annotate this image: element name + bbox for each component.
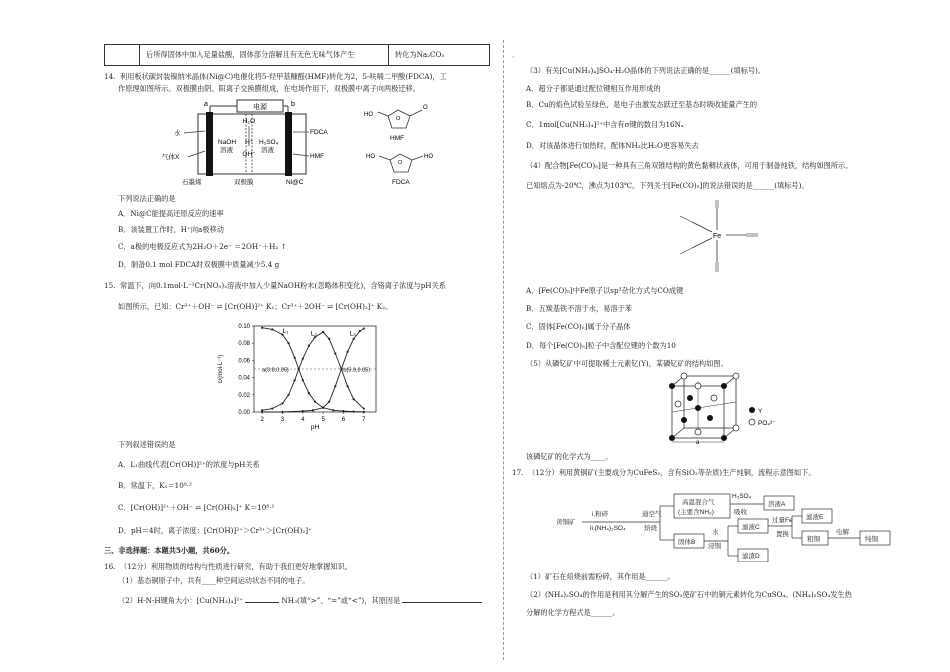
data-point: [302, 358, 304, 360]
data-point: [281, 411, 283, 413]
svg-text:ii.(NH₄)₂SO₄: ii.(NH₄)₂SO₄: [590, 525, 626, 532]
svg-text:i.粉碎: i.粉碎: [592, 511, 609, 518]
q14-option-c: C．a极的电极反应式为2H₂O＋2e⁻ ＝2OH⁻＋H₂ ↑: [118, 242, 287, 251]
svg-text:H₂SO₄: H₂SO₄: [732, 493, 752, 500]
yttrium-legend-marker: [749, 407, 755, 413]
phosphate-legend-marker: [749, 419, 755, 425]
q16-part-4: （4）配合物[Fe(CO)₅]是一种具有三角双锥结构的黄色黏稠状液体，可用于制备纯铁，结构如图所示。: [526, 161, 853, 170]
data-point: [287, 342, 289, 344]
y-tick-label: 0.00: [238, 410, 250, 416]
yttrium-phosphate-cell: [660, 372, 800, 446]
series-name-label: L₂: [310, 330, 318, 338]
svg-text:浸铜: 浸铜: [708, 543, 721, 550]
x-tick-label: 2: [260, 417, 264, 423]
fe-co5-structure: [670, 196, 770, 276]
svg-text:NaOH: NaOH: [218, 139, 237, 146]
y-tick-label: 0.06: [238, 358, 250, 365]
series-name-label: L₁: [282, 327, 289, 335]
svg-text:b: b: [291, 101, 295, 108]
data-point: [353, 398, 355, 400]
column-divider: [503, 40, 504, 660]
data-point: [298, 368, 300, 370]
svg-text:a: a: [696, 440, 700, 446]
q16-part-4-c: C．固体[Fe(CO)₅]属于分子晶体: [526, 322, 631, 331]
data-point: [334, 385, 336, 387]
data-point: [346, 385, 348, 387]
q16-part-3: （3）有关[Cu(NH₃)₄]SO₄·H₂O晶体的下列说法正确的是______(填标号)。: [526, 66, 765, 75]
svg-text:双极膜: 双极膜: [234, 179, 254, 186]
data-point: [363, 407, 365, 409]
data-point: [332, 409, 334, 411]
q17-stem: 17. （12分）利用黄铜矿(主要成分为CuFeS₂，含有SiO₂等杂质)生产纯铜，流程示意图如下。: [512, 468, 816, 477]
svg-text:溶液: 溶液: [220, 147, 233, 154]
svg-text:H⁺: H⁺: [244, 139, 254, 146]
x-tick-label: 3: [280, 417, 285, 423]
svg-text:H₂O: H₂O: [242, 118, 256, 125]
data-point: [334, 352, 336, 354]
point-annotation: b(5.9,0.05): [343, 367, 371, 374]
svg-text:电解: 电解: [836, 529, 849, 536]
q16-part-1: （1）基态铜原子中，共有____种空间运动状态不同的电子。: [118, 576, 310, 585]
q17-part-1: （1）矿石在焙烧前需粉碎，其作用是______。: [526, 572, 675, 581]
q15-prompt: 下列叙述错误的是: [118, 440, 176, 449]
answer-blank[interactable]: [245, 596, 279, 603]
data-point: [342, 410, 344, 412]
data-point: [346, 351, 348, 353]
svg-text:FDCA: FDCA: [310, 129, 328, 136]
y-tick-label: 0.04: [238, 375, 250, 382]
svg-text:O: O: [396, 116, 401, 122]
q16-part-4-b: 已知熔点为-20℃，沸点为103℃。下列关于[Fe(CO)₅]的说法错误的是______(填标号)。: [526, 181, 809, 190]
svg-text:Y: Y: [758, 408, 763, 415]
y-tick-label: 0.10: [238, 324, 250, 330]
table-row: [105, 45, 490, 66]
fdca-structure: [366, 154, 433, 186]
q16-part-3-d: D．对该晶体进行加热时，配体NH₃比H₂O更容易失去: [526, 141, 699, 150]
y-axis-label: c/(mol·L⁻¹): [218, 354, 224, 384]
ph-concentration-chart: [214, 318, 384, 436]
q16-part-4-b-opt: B．五羰基铁不溶于水，易溶于苯: [526, 304, 632, 313]
x-tick-label: 6: [341, 417, 346, 423]
section-heading: 三、非选择题：本题共5小题，共60分。: [104, 546, 235, 555]
result-table: [104, 44, 490, 66]
svg-text:(主要含NH₃): (主要含NH₃): [678, 509, 714, 516]
q14-option-a: A．Ni@C能提高还原反应的速率: [118, 209, 224, 218]
svg-text:过量Fe: 过量Fe: [772, 517, 793, 524]
svg-text:石墨烯: 石墨烯: [182, 179, 202, 186]
svg-text:HMF: HMF: [310, 153, 325, 160]
data-point: [302, 379, 304, 381]
q16-part-3-c: C．1mol[Cu(NH₃)₄]²⁺中含有σ键的数目为16Nₐ: [526, 120, 684, 129]
svg-text:O: O: [423, 105, 428, 111]
q14-stem: 14. 利用板状碳封装镍纳米晶体(Ni@C)电催化将5-羟甲基糠醛(HMF)转化为2，5-呋喃二甲酸(FDCA)，工: [104, 72, 447, 81]
data-point: [363, 327, 365, 329]
svg-text:黄铜矿: 黄铜矿: [556, 519, 576, 526]
svg-text:高温混合气: 高温混合气: [682, 499, 715, 506]
data-point: [312, 409, 314, 411]
data-point: [271, 407, 273, 409]
svg-text:a: a: [204, 101, 208, 108]
q16-part-4-d: D．每个[Fe(CO)₅]粒子中含配位键的个数为10: [526, 341, 676, 350]
data-point: [294, 379, 296, 381]
data-point: [353, 410, 355, 412]
svg-text:PO₄³⁻: PO₄³⁻: [758, 420, 776, 427]
stray-mark: 。: [512, 50, 520, 59]
y-tick-label: 0.02: [238, 392, 250, 399]
svg-text:焙烧: 焙烧: [644, 525, 657, 532]
x-tick-label: 7: [362, 417, 366, 423]
q17-part-2: （2）(NH₄)₂SO₄的作用是利用其分解产生的SO₃使矿石中的铜元素转化为CuSO₄。(NH₄)₂SO₄发生热: [526, 590, 852, 599]
x-tick-label: 4: [301, 417, 305, 423]
q15-option-c: C．[Cr(OH)]²⁺＋OH⁻ ⇌ [Cr(OH)₂]⁺ K＝10⁸·¹: [118, 503, 275, 512]
q15-option-b: B．常温下，K₁＝10⁹·²: [118, 481, 192, 490]
q14-option-d: D．制备0.1 mol FDCA时双极膜中质量减少5.4 g: [118, 260, 280, 269]
q17-part-2-b: 分解的化学方程式是______。: [526, 608, 620, 617]
x-axis-label: pH: [310, 424, 320, 431]
table-cell: 转化为Na₂CO₃: [389, 45, 490, 66]
svg-text:滤渣D: 滤渣D: [742, 553, 760, 560]
table-cell: 后所得固体中加入足量盐酸，固体部分溶解且有无色无味气体产生: [140, 45, 389, 66]
data-point: [281, 402, 283, 404]
q16-part-3-b: B．Cu的焰色试验呈绿色，是电子由激发态跃迁至基态时吸收能量产生的: [526, 100, 758, 109]
data-point: [261, 411, 263, 413]
svg-text:水: 水: [712, 529, 719, 536]
data-point: [322, 331, 324, 333]
q15-stem: 15. 常温下，向0.1mol·L⁻¹Cr(NO₃)₃溶液中加入少量NaOH粉末(忽略体积变化)，含铬离子浓度与pH关系: [104, 281, 446, 290]
point-annotation: a(3.8,0.05): [262, 367, 289, 374]
q16-part-2: （2）H-N-H键角大小：[Cu(NH₃)₄]²⁺ NH₃(填“>”、“=”或“<”)，其原因是: [118, 596, 482, 606]
svg-text:H₂SO₄: H₂SO₄: [259, 139, 279, 146]
copper-process-flowchart: [556, 486, 896, 562]
q14-option-b: B．该装置工作时，H⁺向a极移动: [118, 225, 224, 234]
data-point: [302, 410, 304, 412]
nic-electrode: [285, 112, 292, 176]
data-point: [340, 368, 342, 370]
q15-stem-2: 如图所示。已知：Cr³⁺＋OH⁻ ⇌ [Cr(OH)]²⁺ K₁；Cr³⁺＋2OH⁻ ⇌ [Cr(OH)₂]⁺ K₂。: [118, 302, 393, 311]
svg-text:HO: HO: [424, 154, 433, 160]
svg-text:溶液A: 溶液A: [768, 501, 786, 508]
svg-text:通空气: 通空气: [642, 511, 662, 518]
svg-text:HMF: HMF: [390, 135, 405, 142]
graphene-electrode: [206, 112, 213, 176]
svg-text:置换: 置换: [776, 531, 789, 538]
data-point: [328, 338, 330, 340]
svg-text:滤液C: 滤液C: [742, 524, 760, 531]
svg-text:Fe: Fe: [713, 233, 722, 240]
svg-text:电源: 电源: [253, 104, 267, 111]
x-tick-label: 5: [321, 417, 325, 423]
data-point: [363, 411, 365, 413]
q16-part-5-b: 该磷钇矿的化学式为____。: [526, 452, 613, 461]
data-point: [353, 338, 355, 340]
q16-stem: 16. （12分）利用物质的结构与性质进行研究，有助于我们更好地掌握知识。: [104, 562, 352, 571]
data-point: [359, 330, 361, 332]
data-point: [322, 407, 324, 409]
data-point: [287, 394, 289, 396]
data-point: [261, 327, 263, 329]
data-point: [314, 401, 316, 403]
electrolysis-diagram: [160, 96, 500, 188]
svg-text:溶液: 溶液: [261, 147, 274, 154]
answer-blank[interactable]: [402, 596, 482, 603]
series-name-label: L₃: [349, 330, 356, 338]
svg-text:气体X: 气体X: [162, 154, 180, 161]
svg-text:水: 水: [174, 130, 181, 137]
q15-option-a: A．L₁曲线代表[Cr(OH)]²⁺的浓度与pH关系: [118, 460, 260, 469]
svg-text:固体B: 固体B: [678, 539, 696, 546]
svg-text:滤液E: 滤液E: [806, 514, 824, 521]
q15-option-d: D．pH＝4时，离子浓度：[Cr(OH)]²⁺＞Cr³⁺＞[Cr(OH)₂]⁺: [118, 526, 312, 535]
data-point: [328, 401, 330, 403]
q14-prompt: 下列说法正确的是: [118, 194, 176, 203]
svg-text:纯铜: 纯铜: [865, 536, 878, 543]
y-tick-label: 0.08: [238, 341, 250, 348]
hmf-structure: [364, 105, 428, 142]
q16-part-4-a: A．[Fe(CO)₅]中Fe原子以sp³杂化方式与CO成键: [526, 286, 684, 295]
data-point: [308, 392, 310, 394]
svg-text:O: O: [398, 160, 403, 166]
data-point: [294, 357, 296, 359]
svg-text:吸收: 吸收: [734, 509, 747, 516]
svg-text:HO: HO: [364, 112, 373, 118]
data-point: [308, 345, 310, 347]
q16-part-5: （5）从磷钇矿中可提取稀土元素钇(Y)，某磷钇矿的结构如图。: [526, 359, 728, 368]
svg-text:FDCA: FDCA: [392, 179, 410, 186]
q14-stem-2: 作原理如图所示。双极膜由阴、阳离子交换膜组成，在电场作用下，双极膜中离子向两极迁移。: [118, 84, 420, 93]
svg-text:粗铜: 粗铜: [807, 536, 820, 543]
q16-part-3-a: A．超分子都是通过配位键相互作用形成的: [526, 84, 661, 93]
svg-text:Ni@C: Ni@C: [286, 179, 304, 186]
svg-text:HO: HO: [366, 154, 375, 160]
svg-text:OH⁻: OH⁻: [242, 151, 256, 158]
data-point: [271, 328, 273, 330]
